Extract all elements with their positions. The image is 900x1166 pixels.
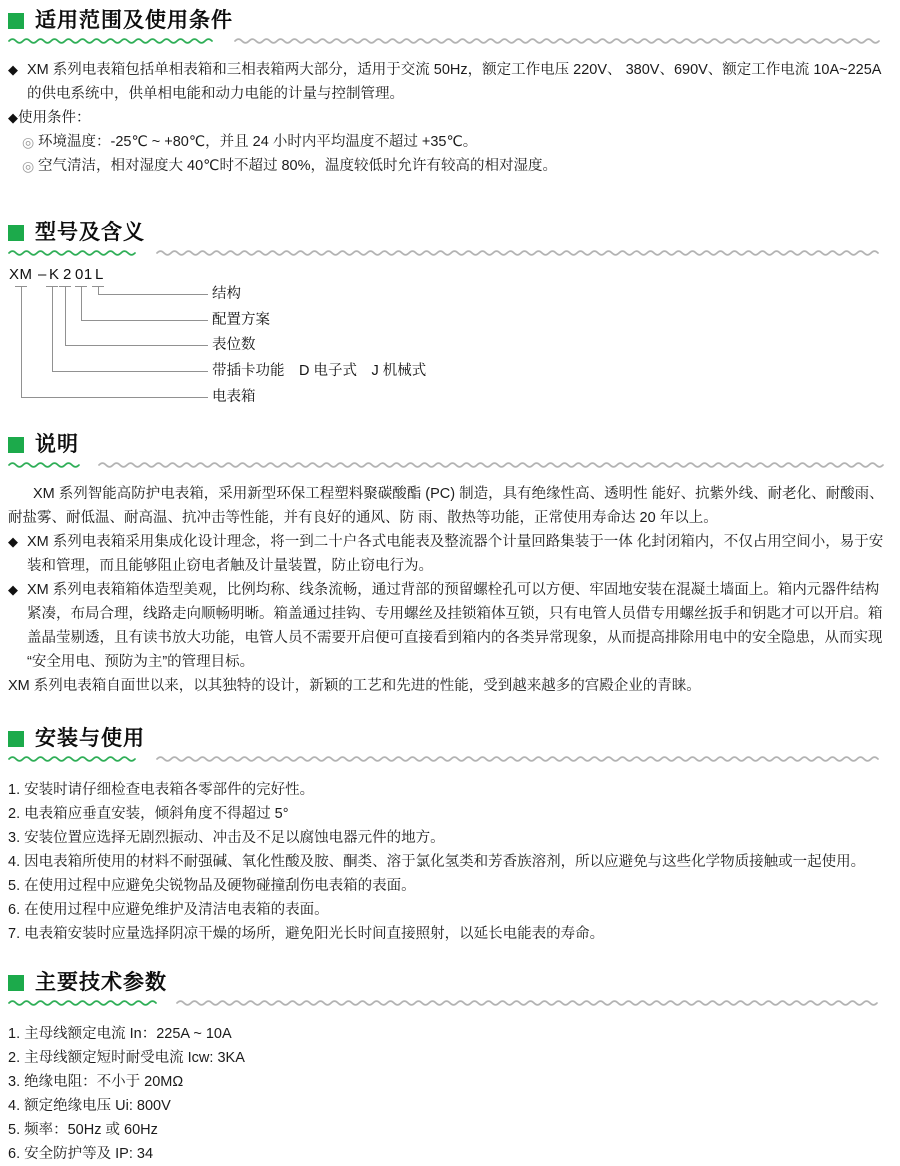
circle-bullet-icon: ◎: [22, 134, 35, 150]
wavy-divider: [8, 36, 886, 46]
paragraph: [8, 578, 886, 674]
wavy-divider: [8, 248, 886, 258]
install-list: [8, 778, 886, 946]
wavy-underline-green: [8, 248, 140, 258]
param-item: 3. 绝缘电阻：不小于 20MΩ: [8, 1074, 184, 1090]
section-title: 型号及含义: [35, 221, 145, 244]
diamond-bullet-icon: ◆: [8, 534, 18, 549]
model-code-part: –: [38, 266, 47, 283]
paragraph-text: XM 系列电表箱采用集成化设计理念，将一到二十户各式电能表及整流器个计量回路集装于一体 化封闭箱内，不仅占用空间小，易于安装和管理，而且能够阻止窃电者触及计量装置，防止窃电行为。: [27, 534, 884, 574]
green-square-marker-icon: [8, 225, 24, 241]
param-item: 4. 额定绝缘电压 Ui: 800V: [8, 1098, 171, 1114]
wavy-underline-green: [8, 460, 82, 470]
section-description: [8, 434, 886, 698]
install-item: 5. 在使用过程中应避免尖锐物品及硬物碰撞刮伤电表箱的表面。: [8, 878, 416, 894]
list-item-text: 环境温度：-25℃ ~ +80℃，并且 24 小时内平均温度不超过 +35℃。: [38, 134, 478, 150]
circle-bullet-icon: ◎: [22, 158, 35, 174]
model-code-diagram: [8, 268, 886, 416]
section-heading: [8, 728, 886, 750]
wavy-underline-gray: [176, 998, 884, 1008]
diamond-bullet-icon: ◆: [8, 582, 18, 597]
wavy-underline-green: [8, 998, 160, 1008]
diamond-bullet-icon: ◆: [8, 62, 18, 77]
wavy-underline-gray: [156, 754, 884, 764]
list-item: [22, 130, 886, 154]
section-title: 说明: [35, 433, 79, 456]
branch-label: 电表箱: [212, 389, 256, 405]
section-heading: [8, 222, 886, 244]
branch-line: [21, 287, 208, 398]
paragraph: [8, 530, 886, 578]
wavy-underline-green: [8, 36, 218, 46]
wavy-divider: [8, 460, 886, 470]
model-code-part: 2: [63, 266, 72, 283]
section-heading: [8, 434, 886, 456]
install-item: 4. 因电表箱所使用的材料不耐强碱、氧化性酸及胺、酮类、溶于氯化氢类和芳香族溶剂，所以应避免与这些化学物质接触或一起使用。: [8, 854, 866, 870]
install-item: 3. 安装位置应选择无剧烈振动、冲击及不足以腐蚀电器元件的地方。: [8, 830, 445, 846]
green-square-marker-icon: [8, 437, 24, 453]
diamond-bullet-icon: ◆: [8, 110, 18, 125]
wavy-underline-gray: [98, 460, 884, 470]
wavy-divider: [8, 998, 886, 1008]
paragraph-text: XM 系列电表箱箱体造型美观，比例均称、线条流畅，通过背部的预留螺栓孔可以方便、牢固地安装在混凝土墙面上。箱内元器件结构紧凑，布局合理，线路走向顺畅明晰。箱盖通过挂钩、专用螺丝及挂锁箱体互锁，只有电管人员借专用螺丝扳手和钥匙才可以开启。箱盖晶莹剔透，且有读书放大功能，电管人员不需要开启便可直接看到箱内的各类异常现象，从而提高排除用电中的安全隐患，从而实现“安全用电、预防为主”的管理目标。: [27, 582, 883, 670]
param-item: 6. 安全防护等及 IP: 34: [8, 1146, 154, 1162]
paragraph-text: 使用条件：: [18, 110, 91, 126]
wavy-underline-green: [8, 754, 140, 764]
paragraph: [8, 106, 886, 130]
section-heading: [8, 972, 886, 994]
install-item: 2. 电表箱应垂直安装，倾斜角度不得超过 5°: [8, 806, 289, 822]
param-item: 5. 频率：50Hz 或 60Hz: [8, 1122, 158, 1138]
section-title: 适用范围及使用条件: [35, 9, 233, 32]
green-square-marker-icon: [8, 975, 24, 991]
section-title: 主要技术参数: [35, 971, 167, 994]
model-code-part: 01: [75, 266, 93, 283]
green-square-marker-icon: [8, 731, 24, 747]
model-code-part: K: [49, 266, 60, 283]
section-title: 安装与使用: [35, 727, 145, 750]
section-heading: [8, 10, 886, 32]
list-item-text: 空气清洁，相对湿度大 40℃时不超过 80%，温度较低时允许有较高的相对湿度。: [38, 158, 557, 174]
section-scope: [8, 10, 886, 178]
install-item: 1. 安装时请仔细检查电表箱各零部件的完好性。: [8, 782, 315, 798]
param-item: 1. 主母线额定电流 In：225A ~ 10A: [8, 1026, 232, 1042]
section-install: [8, 728, 886, 946]
branch-label: 结构: [212, 286, 241, 302]
branch-label: 表位数: [212, 337, 256, 353]
list-item: [22, 154, 886, 178]
branch-label: 带插卡功能 D 电子式 J 机械式: [212, 363, 427, 379]
paragraph: XM 系列电表箱自面世以来，以其独特的设计，新颖的工艺和先进的性能，受到越来越多的宫殿企业的青睐。: [8, 678, 701, 694]
section-body: [8, 482, 886, 698]
conditions-list: [22, 130, 886, 178]
install-item: 7. 电表箱安装时应量选择阴凉干燥的场所，避免阳光长时间直接照射，以延长电能表的寿命。: [8, 926, 605, 942]
model-code-part: L: [95, 266, 104, 283]
wavy-underline-gray: [234, 36, 884, 46]
green-square-marker-icon: [8, 13, 24, 29]
paragraph-text: XM 系列电表箱包括单相表箱和三相表箱两大部分，适用于交流 50Hz，额定工作电压 220V、 380V、690V、额定工作电流 10A~225A 的供电系统中，供单相电能和动力电能的计量与控制管理。: [27, 62, 881, 102]
section-model: [8, 222, 886, 416]
paragraph: [8, 58, 886, 106]
section-params: [8, 972, 886, 1166]
param-item: 2. 主母线额定短时耐受电流 Icw: 3KA: [8, 1050, 245, 1066]
install-item: 6. 在使用过程中应避免维护及清洁电表箱的表面。: [8, 902, 329, 918]
paragraph: XM 系列智能高防护电表箱，采用新型环保工程塑料聚碳酸酯 (PC) 制造，具有绝缘性高、透明性 能好、抗紫外线、耐老化、耐酸雨、耐盐雾、耐低温、耐高温、抗冲击等性能，并有良好的通风、防 雨、散热等功能，正常使用寿命达 20 年以上。: [8, 486, 884, 526]
section-body: [8, 58, 886, 178]
model-code-part: XM: [9, 266, 33, 283]
params-list: [8, 1022, 886, 1166]
wavy-underline-gray: [156, 248, 884, 258]
branch-label: 配置方案: [212, 312, 270, 328]
wavy-divider: [8, 754, 886, 764]
